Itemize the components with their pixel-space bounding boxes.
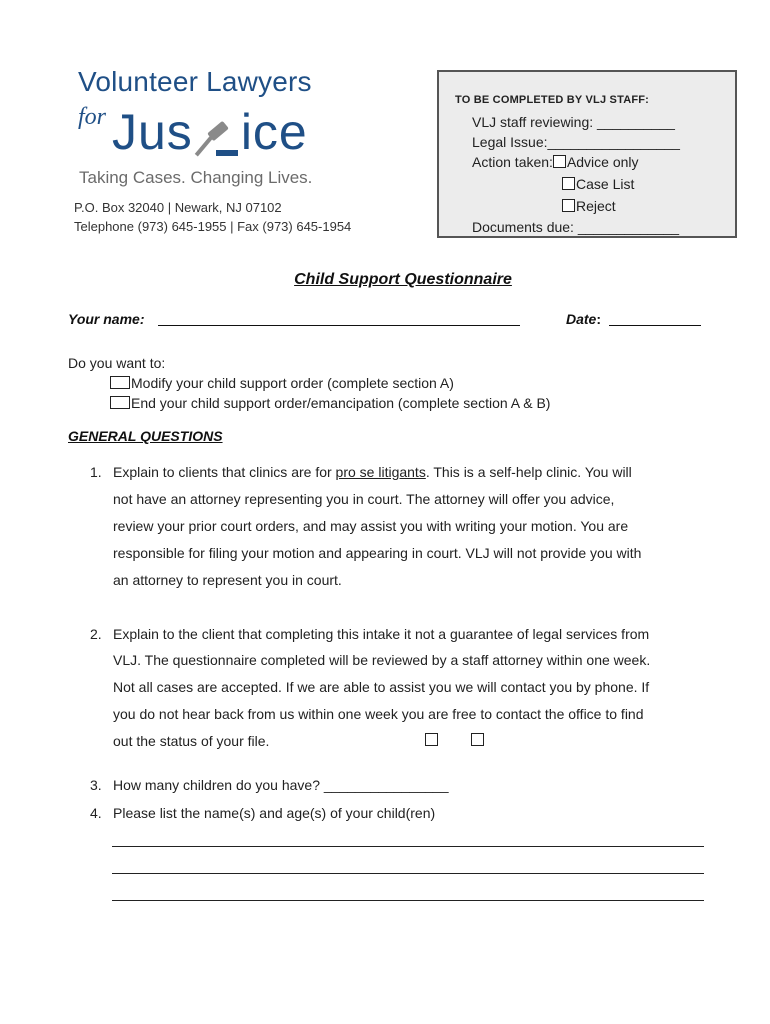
q1-line-5: an attorney to represent you in court. [113,572,342,588]
org-address: P.O. Box 32040 | Newark, NJ 07102 [74,200,282,215]
org-tagline: Taking Cases. Changing Lives. [79,168,313,187]
case-list-checkbox[interactable] [562,177,575,190]
q1-number: 1. [90,464,102,480]
staff-action-row [472,154,639,170]
q2-line-4: you do not hear back from us within one week you are free to contact the office to find [113,706,644,722]
q2-line-2: VLJ. The questionnaire completed will be reviewed by a staff attorney within one week. [113,652,651,668]
date-label: Date: [566,311,602,327]
staff-box-title: TO BE COMPLETED BY VLJ STAFF: [455,94,650,106]
staff-action-advice: Advice only [566,154,639,170]
org-name-for: for [78,104,107,130]
q2-line-3: Not all cases are accepted. If we are able to assist you we will contact you by phone. If [113,679,650,695]
org-phone: Telephone (973) 645-1955 | Fax (973) 645-1954 [74,219,352,234]
q1-line-2: not have an attorney representing you in court. The attorney will offer you advice, [113,491,615,507]
q3-number: 3. [90,777,102,793]
q4-number: 4. [90,805,102,821]
staff-action-row-2 [562,176,634,192]
children-line-2[interactable] [112,873,704,874]
advice-only-checkbox[interactable] [553,155,566,168]
q3-text: How many children do you have? ________________ [113,777,449,793]
date-field[interactable] [609,325,701,326]
q2-checkbox-1[interactable] [425,733,438,746]
end-order-label: End your child support order/emancipation (complete section A & B) [131,395,551,411]
section-general-questions: GENERAL QUESTIONS [68,428,223,444]
name-field[interactable] [158,325,520,326]
q2-checkbox-2[interactable] [471,733,484,746]
org-logo-justice [112,104,308,160]
staff-legal-issue: Legal Issue:_________________ [472,134,680,150]
staff-action-label: Action taken: [472,154,553,170]
q2-number: 2. [90,626,102,642]
org-name-justice-left: Jus [112,104,193,160]
end-order-checkbox[interactable] [110,396,130,409]
page-title: Child Support Questionnaire [294,271,512,288]
q2-line-5: out the status of your file. [113,733,270,749]
children-line-1[interactable] [112,846,704,847]
children-line-3[interactable] [112,900,704,901]
org-name-line1: Volunteer Lawyers [78,66,312,97]
q1-line-1: Explain to clients that clinics are for pro se litigants. This is a self-help clinic. You will [113,464,632,480]
want-prompt: Do you want to: [68,355,166,371]
name-label: Your name: [68,311,145,327]
q1-line-4: responsible for filing your motion and appearing in court. VLJ will not provide you with [113,545,642,561]
pro-se-link: pro se litigants [335,464,426,480]
reject-checkbox[interactable] [562,199,575,212]
modify-order-checkbox[interactable] [110,376,130,389]
staff-box [437,70,737,238]
q1-line-3: review your prior court orders, and may assist you with writing your motion. You are [113,518,629,534]
org-name-justice-right: ice [240,104,308,160]
staff-documents-due: Documents due: _____________ [472,219,680,235]
staff-action-case-list: Case List [576,176,635,192]
staff-reviewing: VLJ staff reviewing: __________ [472,114,675,130]
modify-order-label: Modify your child support order (complete section A) [131,375,454,391]
q2-line-1: Explain to the client that completing this intake it not a guarantee of legal services from [113,626,650,642]
gavel-icon [194,112,240,160]
staff-action-reject: Reject [576,198,616,214]
q4-text: Please list the name(s) and age(s) of your child(ren) [113,805,436,821]
staff-action-row-3 [562,198,616,214]
